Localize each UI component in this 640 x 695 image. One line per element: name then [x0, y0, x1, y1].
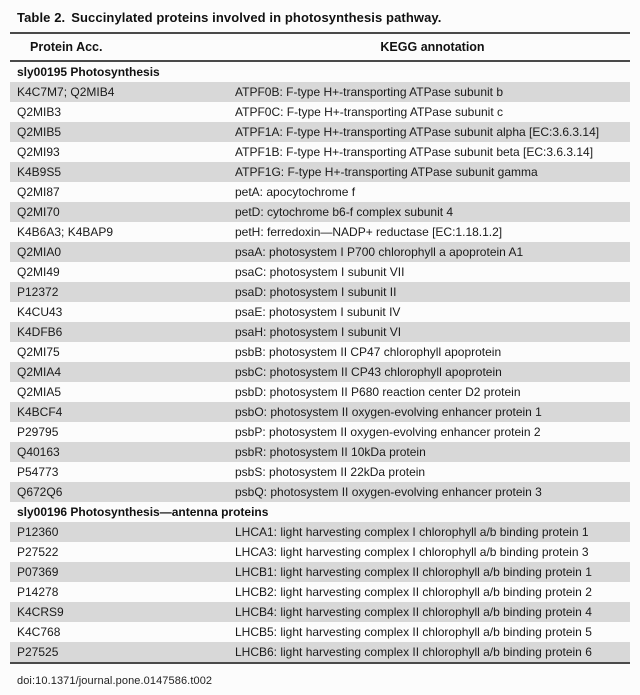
protein-acc-cell: Q2MIA5 — [17, 385, 62, 399]
table-row — [10, 462, 630, 482]
table-row — [10, 582, 630, 602]
kegg-annotation-cell: psaE: photosystem I subunit IV — [235, 305, 401, 319]
table-row — [10, 342, 630, 362]
kegg-annotation-cell: LHCB2: light harvesting complex II chlorophyll a/b binding protein 2 — [235, 585, 592, 599]
kegg-annotation-cell: LHCB6: light harvesting complex II chlorophyll a/b binding protein 6 — [235, 645, 592, 659]
table-row — [10, 602, 630, 622]
table-row — [10, 322, 630, 342]
protein-acc-cell: K4DFB6 — [17, 325, 63, 339]
table-row — [10, 142, 630, 162]
table-row — [10, 362, 630, 382]
kegg-annotation-cell: ATPF1B: F-type H+-transporting ATPase subunit beta [EC:3.6.3.14] — [235, 145, 594, 159]
protein-acc-cell: K4B9S5 — [17, 165, 62, 179]
kegg-annotation-cell: petD: cytochrome b6-f complex subunit 4 — [235, 205, 454, 219]
table-row — [10, 422, 630, 442]
column-header-kegg-annotation: KEGG annotation — [380, 40, 485, 54]
protein-acc-cell: P27525 — [17, 645, 59, 659]
protein-acc-cell: P14278 — [17, 585, 59, 599]
kegg-annotation-cell: LHCB1: light harvesting complex II chlorophyll a/b binding protein 1 — [235, 565, 592, 579]
table-row — [10, 222, 630, 242]
table-row — [10, 122, 630, 142]
table-row — [10, 302, 630, 322]
protein-acc-cell: Q2MIB3 — [17, 105, 62, 119]
protein-acc-cell: P12360 — [17, 525, 59, 539]
protein-acc-cell: K4B6A3; K4BAP9 — [17, 225, 114, 239]
table-row — [10, 522, 630, 542]
protein-acc-cell: Q2MIB5 — [17, 125, 62, 139]
protein-acc-cell: Q2MIA4 — [17, 365, 62, 379]
table-row — [10, 162, 630, 182]
section-header-row — [10, 502, 630, 522]
kegg-annotation-cell: psbB: photosystem II CP47 chlorophyll apoprotein — [235, 345, 502, 359]
protein-acc-cell: Q2MI70 — [17, 205, 60, 219]
table-title — [10, 7, 630, 34]
protein-acc-cell: Q2MI93 — [17, 145, 60, 159]
protein-acc-cell: Q2MI87 — [17, 185, 60, 199]
column-header-protein-acc: Protein Acc. — [30, 40, 103, 54]
protein-acc-cell: P12372 — [17, 285, 59, 299]
table-row — [10, 622, 630, 642]
kegg-annotation-cell: petA: apocytochrome f — [235, 185, 356, 199]
kegg-annotation-cell: psbR: photosystem II 10kDa protein — [235, 445, 426, 459]
section-header-row — [10, 62, 630, 82]
table-row — [10, 82, 630, 102]
kegg-annotation-cell: LHCA1: light harvesting complex I chlorophyll a/b binding protein 1 — [235, 525, 589, 539]
protein-acc-cell: K4BCF4 — [17, 405, 63, 419]
table-row — [10, 402, 630, 422]
protein-acc-cell: K4CRS9 — [17, 605, 64, 619]
kegg-annotation-cell: psbD: photosystem II P680 reaction center D2 protein — [235, 385, 521, 399]
protein-acc-cell: P27522 — [17, 545, 59, 559]
kegg-annotation-cell: LHCB5: light harvesting complex II chlorophyll a/b binding protein 5 — [235, 625, 592, 639]
table-row — [10, 542, 630, 562]
kegg-annotation-cell: ATPF1G: F-type H+-transporting ATPase subunit gamma — [235, 165, 538, 179]
table-row — [10, 282, 630, 302]
protein-acc-cell: P07369 — [17, 565, 59, 579]
kegg-annotation-cell: psaA: photosystem I P700 chlorophyll a apoprotein A1 — [235, 245, 524, 259]
table-row — [10, 382, 630, 402]
table-header-row — [10, 34, 630, 62]
protein-acc-cell: Q2MI49 — [17, 265, 60, 279]
kegg-annotation-cell: psbS: photosystem II 22kDa protein — [235, 465, 426, 479]
protein-acc-cell: Q672Q6 — [17, 485, 63, 499]
table-row — [10, 562, 630, 582]
protein-acc-cell: K4C7M7; Q2MIB4 — [17, 85, 115, 99]
kegg-annotation-cell: ATPF0B: F-type H+-transporting ATPase subunit b — [235, 85, 504, 99]
table-figure — [10, 0, 630, 687]
protein-acc-cell: Q2MIA0 — [17, 245, 62, 259]
section-header-label: sly00196 Photosynthesis—antenna proteins — [17, 505, 269, 519]
table-row — [10, 182, 630, 202]
kegg-annotation-cell: ATPF1A: F-type H+-transporting ATPase subunit alpha [EC:3.6.3.14] — [235, 125, 600, 139]
protein-acc-cell: K4C768 — [17, 625, 61, 639]
kegg-annotation-cell: LHCA3: light harvesting complex I chlorophyll a/b binding protein 3 — [235, 545, 589, 559]
table-row — [10, 202, 630, 222]
table-row — [10, 262, 630, 282]
table-body — [10, 62, 630, 664]
table-row — [10, 242, 630, 262]
kegg-annotation-cell: psaC: photosystem I subunit VII — [235, 265, 405, 279]
protein-acc-cell: K4CU43 — [17, 305, 63, 319]
kegg-annotation-cell: psaD: photosystem I subunit II — [235, 285, 397, 299]
protein-acc-cell: Q2MI75 — [17, 345, 60, 359]
kegg-annotation-cell: petH: ferredoxin—NADP+ reductase [EC:1.18.1.2] — [235, 225, 503, 239]
kegg-annotation-cell: psbQ: photosystem II oxygen-evolving enhancer protein 3 — [235, 485, 542, 499]
protein-acc-cell: P54773 — [17, 465, 59, 479]
table-row — [10, 482, 630, 502]
kegg-annotation-cell: psbP: photosystem II oxygen-evolving enhancer protein 2 — [235, 425, 541, 439]
protein-acc-cell: P29795 — [17, 425, 59, 439]
kegg-annotation-cell: psbC: photosystem II CP43 chlorophyll apoprotein — [235, 365, 502, 379]
table-number-label: Table 2. — [17, 10, 66, 25]
kegg-annotation-cell: LHCB4: light harvesting complex II chlorophyll a/b binding protein 4 — [235, 605, 592, 619]
table-row — [10, 102, 630, 122]
kegg-annotation-cell: psbO: photosystem II oxygen-evolving enhancer protein 1 — [235, 405, 542, 419]
kegg-annotation-cell: psaH: photosystem I subunit VI — [235, 325, 402, 339]
section-header-label: sly00195 Photosynthesis — [17, 65, 160, 79]
protein-acc-cell: Q40163 — [17, 445, 60, 459]
table-row — [10, 642, 630, 662]
table-row — [10, 442, 630, 462]
doi-footer: doi:10.1371/journal.pone.0147586.t002 — [17, 675, 213, 687]
table-title-text: Succinylated proteins involved in photosynthesis pathway. — [71, 10, 442, 25]
kegg-annotation-cell: ATPF0C: F-type H+-transporting ATPase subunit c — [235, 105, 503, 119]
